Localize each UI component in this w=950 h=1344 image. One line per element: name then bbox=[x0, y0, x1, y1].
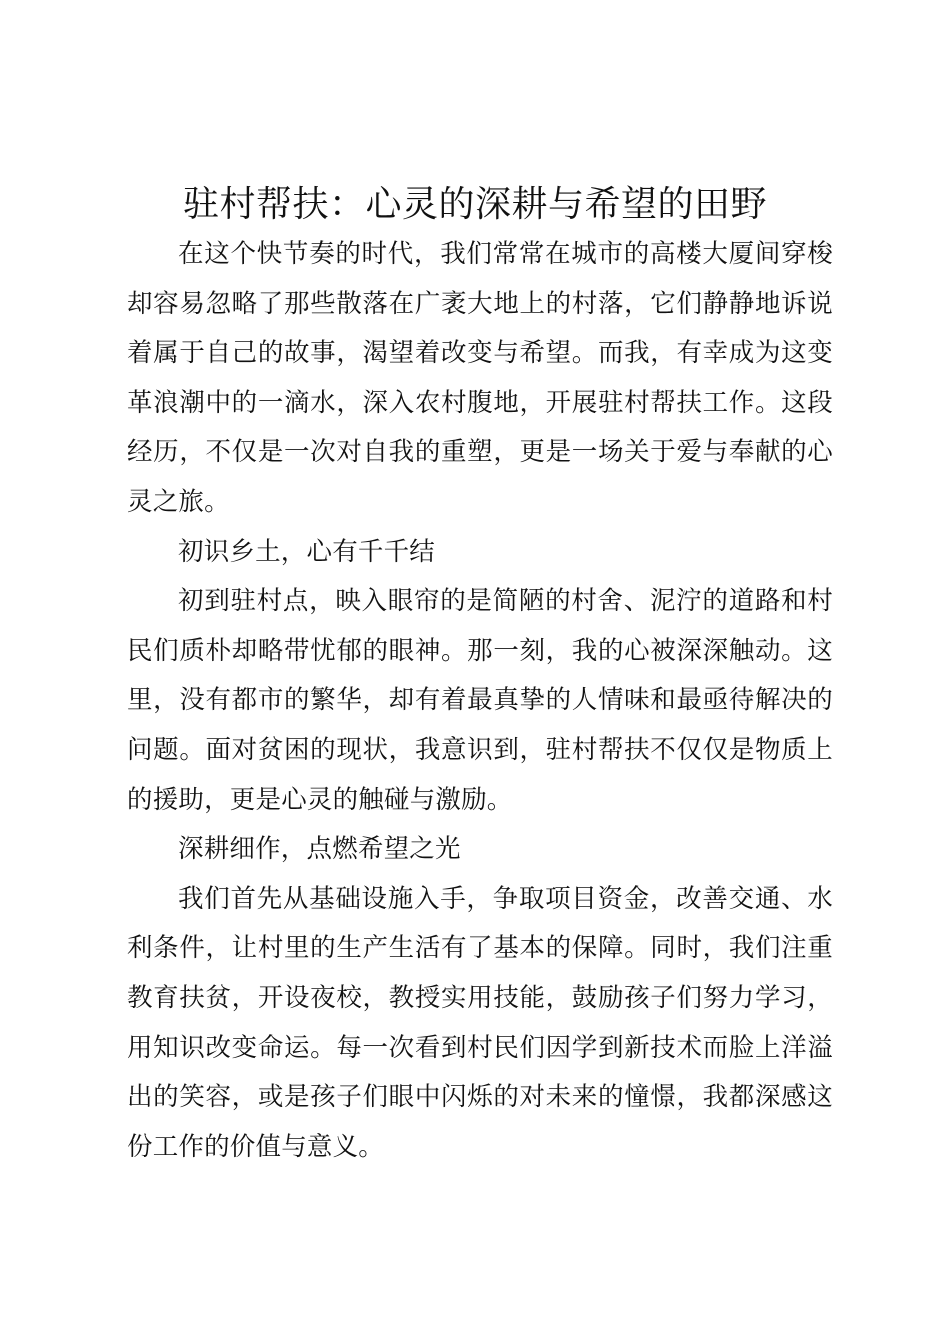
section-heading-first-impressions: 初识乡土，心有千千结 bbox=[178, 536, 436, 567]
document-title: 驻村帮扶：心灵的深耕与希望的田野 bbox=[182, 184, 767, 225]
deep-work-paragraph: 我们首先从基础设施入手，争取项目资金，改善交通、水利条件，让村里的生产生活有了基本的保障。同时，我们注重教育扶贫，开设夜校，教授实用技能，鼓励孩子们努力学习，用知识改变命运。每一次看到村民们因学到新技术而脸上洋溢出的笑容，或是孩子们眼中闪烁的对未来的憧憬，我都深感这份工作的价值与意义。 bbox=[127, 883, 833, 1162]
first-impressions-paragraph: 初到驻村点，映入眼帘的是简陋的村舍、泥泞的道路和村民们质朴却略带忧郁的眼神。那一刻，我的心被深深触动。这里，没有都市的繁华，却有着最真挚的人情味和最亟待解决的问题。面对贫困的现状，我意识到，驻村帮扶不仅仅是物质上的援助，更是心灵的触碰与激励。 bbox=[127, 586, 833, 815]
document-body bbox=[127, 230, 833, 1172]
section-heading-deep-work: 深耕细作，点燃希望之光 bbox=[178, 834, 461, 865]
intro-paragraph: 在这个快节奏的时代，我们常常在城市的高楼大厦间穿梭却容易忽略了那些散落在广袤大地上的村落，它们静静地诉说着属于自己的故事，渴望着改变与希望。而我，有幸成为这变革浪潮中的一滴水，深入农村腹地，开展驻村帮扶工作。这段经历，不仅是一次对自我的重塑，更是一场关于爱与奉献的心灵之旅。 bbox=[127, 239, 833, 517]
